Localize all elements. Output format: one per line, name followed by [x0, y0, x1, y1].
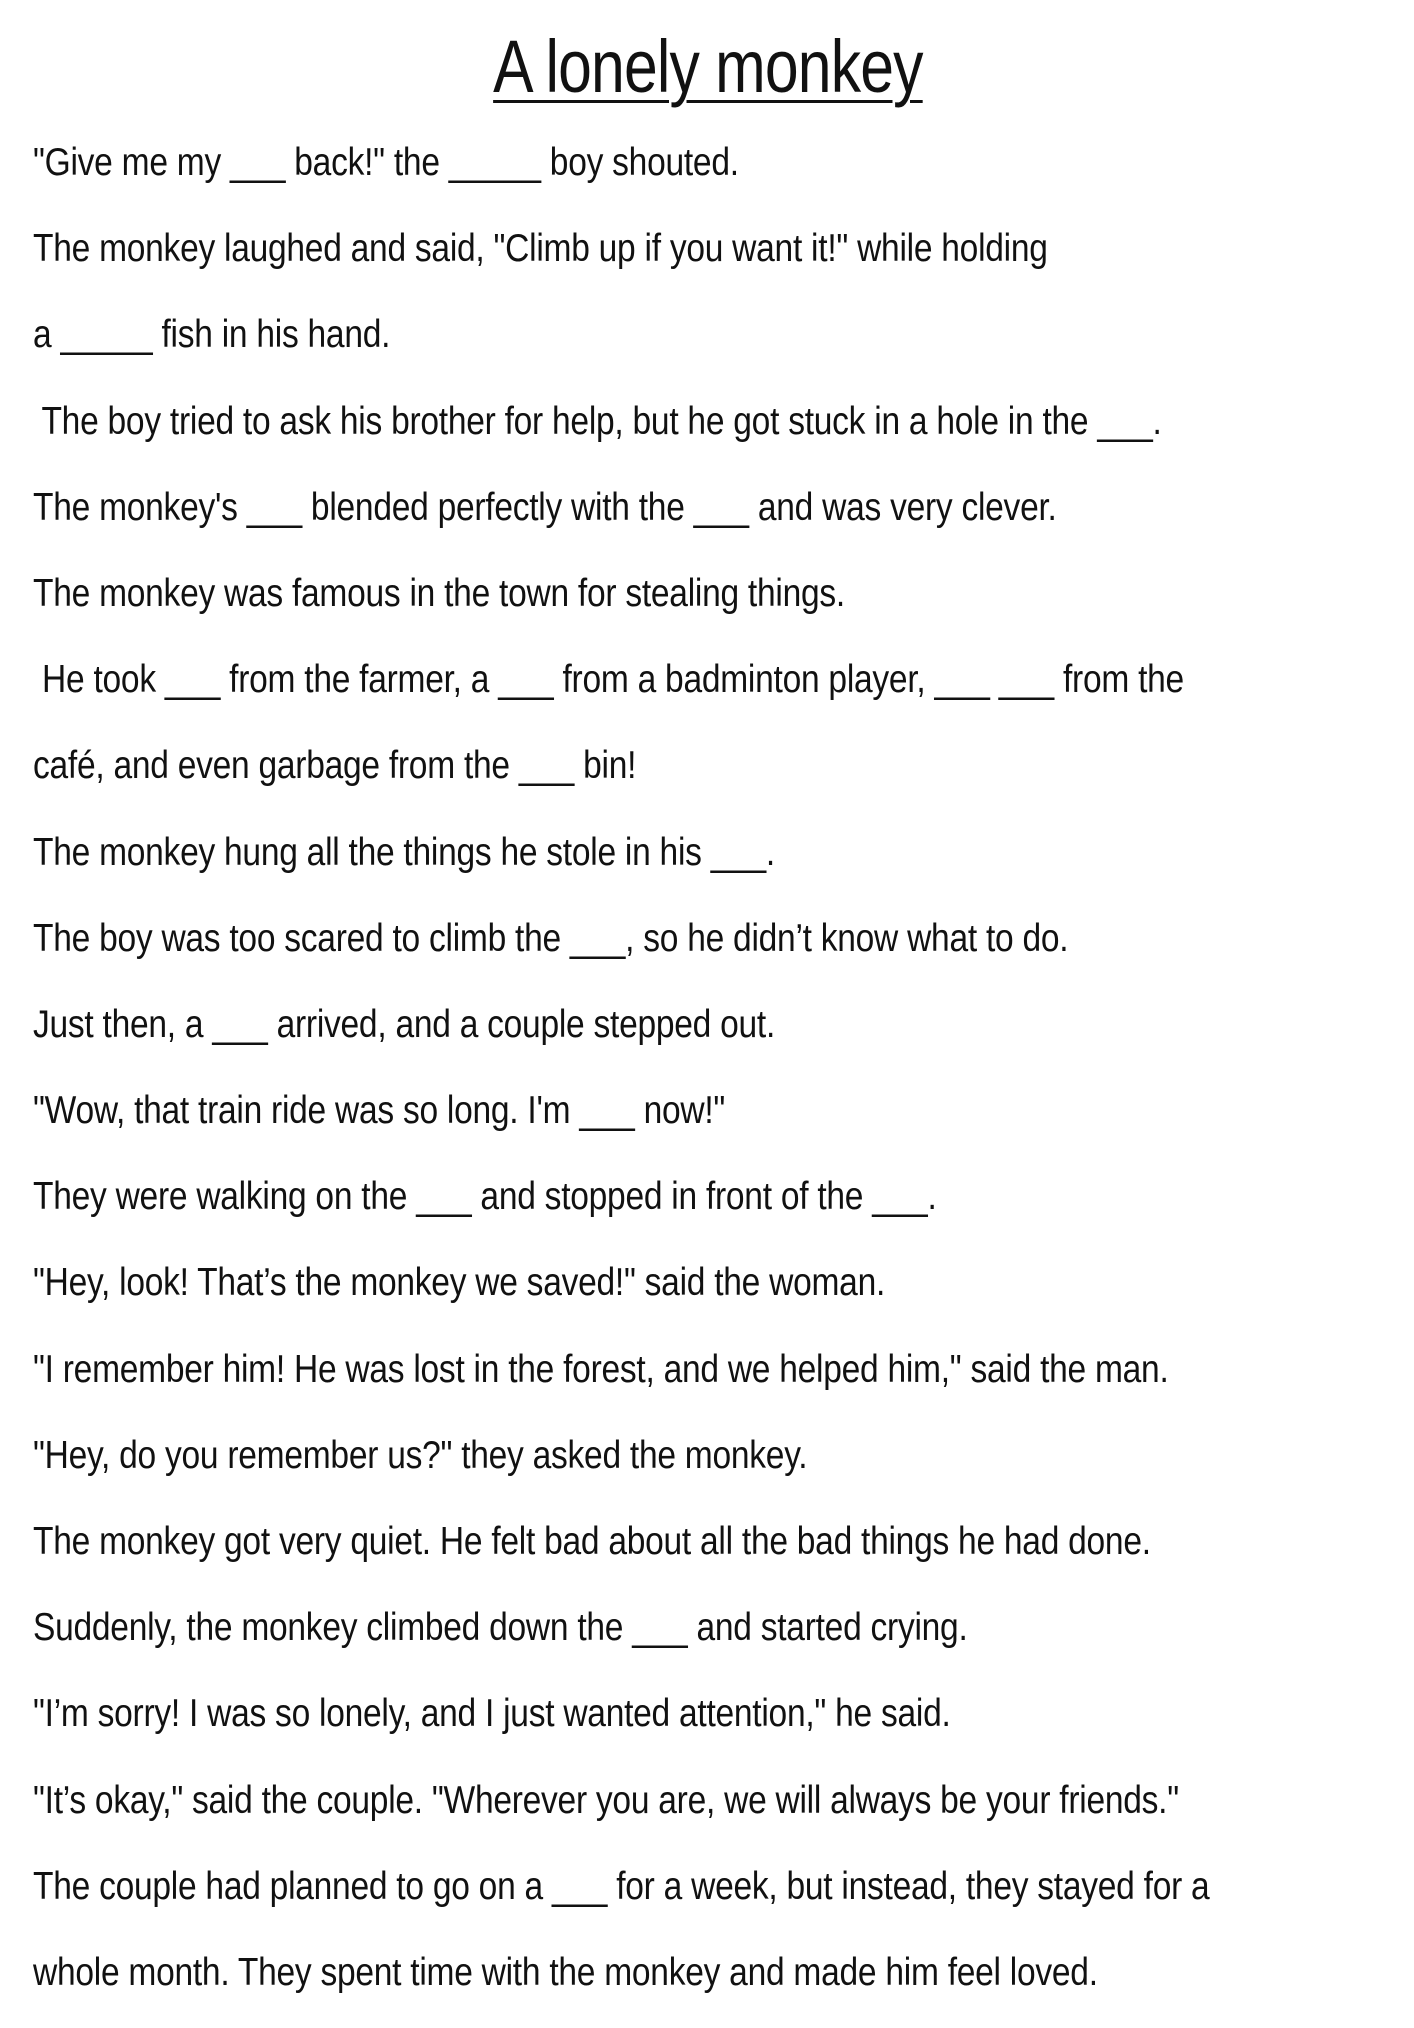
story-line: The monkey was famous in the town for stealing things. [33, 571, 845, 615]
story-line: "It’s okay," said the couple. "Wherever you are, we will always be your friends." [33, 1778, 1179, 1822]
story-line: The couple had planned to go on a ___ for a week, but instead, they stayed for a [33, 1864, 1210, 1908]
story-line: "Hey, do you remember us?" they asked the monkey. [33, 1433, 808, 1477]
story-line: The monkey hung all the things he stole in his ___. [33, 830, 775, 874]
story-line: They were walking on the ___ and stopped in front of the ___. [33, 1175, 937, 1219]
story-line: The monkey got very quiet. He felt bad about all the bad things he had done. [33, 1520, 1151, 1563]
story-line: Just then, a ___ arrived, and a couple stepped out. [33, 1002, 776, 1046]
story-line: whole month. They spent time with the monkey and made him feel loved. [33, 1950, 1098, 1994]
story-line: The boy tried to ask his brother for help, but he got stuck in a hole in the ___. [33, 399, 1162, 443]
story-line: The boy was too scared to climb the ___, so he didn’t know what to do. [33, 916, 1069, 960]
story-line: The monkey laughed and said, "Climb up if you want it!" while holding [33, 227, 1048, 271]
story-line: "Wow, that train ride was so long. I'm ___ now!" [33, 1089, 726, 1133]
story-line: The monkey's ___ blended perfectly with the ___ and was very clever. [33, 485, 1057, 529]
story-line: "Give me my ___ back!" the _____ boy shouted. [33, 141, 739, 184]
story-line: "Hey, look! That’s the monkey we saved!" said the woman. [33, 1261, 886, 1305]
story-line: He took ___ from the farmer, a ___ from a badminton player, ___ ___ from the [33, 658, 1184, 702]
story-line: a _____ fish in his hand. [33, 313, 391, 357]
story-line: Suddenly, the monkey climbed down the ___ and started crying. [33, 1606, 968, 1650]
story-line: "I remember him! He was lost in the forest, and we helped him," said the man. [33, 1347, 1169, 1391]
story-line: café, and even garbage from the ___ bin! [33, 744, 637, 788]
story-text [33, 132, 1393, 2028]
story-line: "I’m sorry! I was so lonely, and I just wanted attention," he said. [33, 1692, 951, 1736]
worksheet-title: A lonely monkey [493, 25, 923, 108]
